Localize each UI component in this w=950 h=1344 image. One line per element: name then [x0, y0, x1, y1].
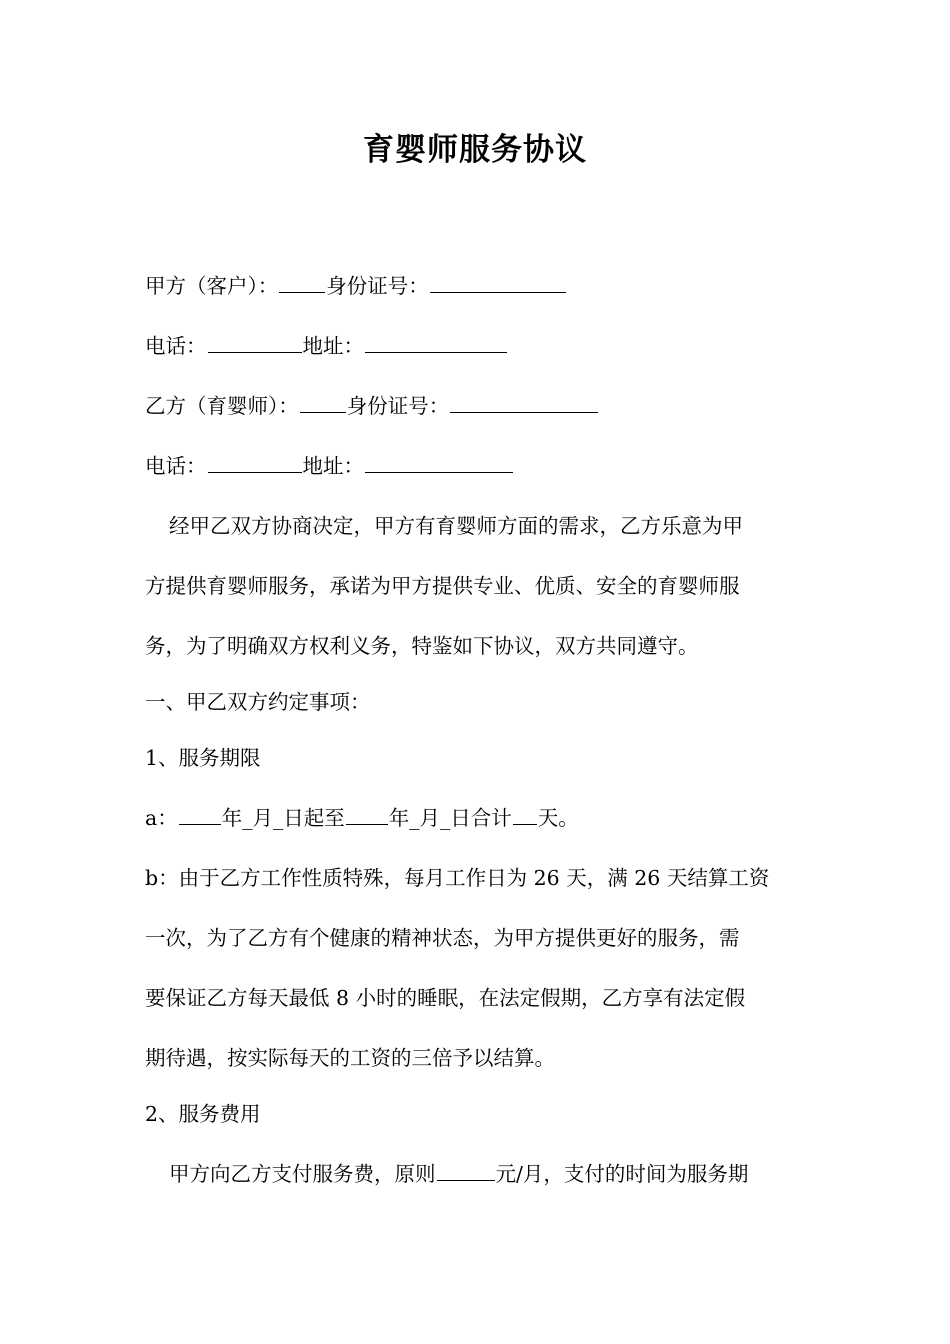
party-a-line — [145, 271, 810, 301]
party-a-address-label: 地址： — [302, 334, 364, 358]
intro-line: 方提供育婴师服务，承诺为甲方提供专业、优质、安全的育婴师服 — [145, 574, 740, 598]
document-title: 育婴师服务协议 — [363, 132, 587, 168]
item-a-prefix: a： — [145, 806, 178, 830]
end-day-label: _日合计 — [439, 806, 512, 830]
fee-prefix: 甲方向乙方支付服务费，原则 — [169, 1162, 436, 1186]
start-day-label: _日起至 — [272, 806, 345, 830]
party-b-label: 乙方（育婴师）： — [145, 394, 299, 418]
party-b-id-blank[interactable] — [450, 392, 598, 413]
party-b-contact-line — [145, 451, 810, 481]
fee-line — [145, 1159, 834, 1189]
fee-amount-blank[interactable] — [437, 1160, 495, 1181]
end-year-label: 年 — [388, 806, 410, 830]
days-suffix: 天。 — [537, 806, 579, 830]
party-a-phone-label: 电话： — [145, 334, 207, 358]
party-a-address-blank[interactable] — [365, 332, 507, 353]
item-b-line: 期待遇，按实际每天的工资的三倍予以结算。 — [145, 1046, 555, 1070]
party-b-name-blank[interactable] — [300, 392, 346, 413]
party-a-id-blank[interactable] — [430, 272, 566, 293]
item-b-line: 要保证乙方每天最低 8 小时的睡眠，在法定假期，乙方享有法定假 — [145, 986, 746, 1010]
section-heading: 一、甲乙双方约定事项： — [145, 690, 371, 714]
party-b-phone-blank[interactable] — [208, 452, 302, 473]
start-year-label: 年 — [221, 806, 243, 830]
total-days-blank[interactable] — [513, 804, 537, 825]
party-a-id-label: 身份证号： — [326, 274, 429, 298]
end-year-blank[interactable] — [346, 804, 388, 825]
party-a-phone-blank[interactable] — [208, 332, 302, 353]
party-a-label: 甲方（客户）： — [145, 274, 279, 298]
party-b-line — [145, 391, 810, 421]
start-month-label: _月 — [242, 806, 273, 830]
item-heading: 1、服务期限 — [145, 746, 261, 770]
party-b-id-label: 身份证号： — [346, 394, 450, 418]
service-period-line — [145, 803, 810, 833]
party-b-address-blank[interactable] — [365, 452, 513, 473]
start-year-blank[interactable] — [179, 804, 221, 825]
item-b-line: b：由于乙方工作性质特殊，每月工作日为 26 天，满 26 天结算工资 — [145, 866, 770, 890]
end-month-label: _月 — [409, 806, 440, 830]
party-b-phone-label: 电话： — [145, 454, 207, 478]
item-heading: 2、服务费用 — [145, 1102, 261, 1126]
party-b-address-label: 地址： — [302, 454, 364, 478]
intro-line: 务，为了明确双方权利义务，特鉴如下协议，双方共同遵守。 — [145, 634, 699, 658]
fee-suffix: 元/月，支付的时间为服务期 — [495, 1162, 749, 1186]
item-b-line: 一次，为了乙方有个健康的精神状态，为甲方提供更好的服务，需 — [145, 926, 740, 950]
party-a-name-blank[interactable] — [279, 272, 325, 293]
party-a-contact-line — [145, 331, 810, 361]
intro-line: 经甲乙双方协商决定，甲方有育婴师方面的需求，乙方乐意为甲 — [169, 514, 743, 538]
